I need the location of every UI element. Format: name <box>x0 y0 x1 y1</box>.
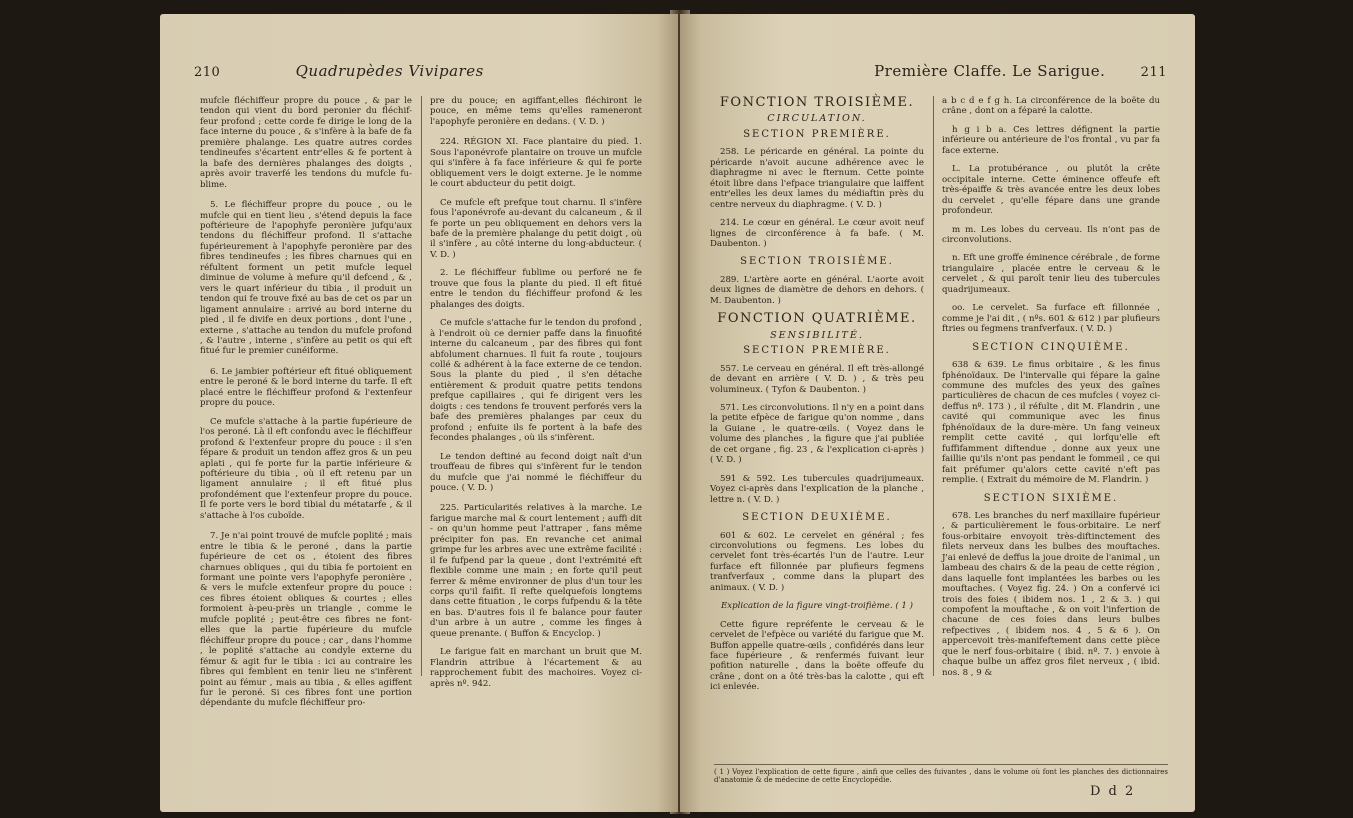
left-page-number: 210 <box>194 65 221 80</box>
left-running-head <box>194 62 484 80</box>
figure-caption: Explication de la figure vingt-troifième. ( 1 ) <box>721 601 913 612</box>
left-running-title: Quadrupèdes Vivipares <box>295 62 484 80</box>
paragraph: 224. RÉGION XI. Face plantaire du pied. 1. Sous l'aponévrofe plantaire on trouve un mufcle qui s'infère à fa face inférieure & qui fe porte obliquement vers le doigt externe. Je le nomme le court abducteur du petit doigt. <box>430 137 642 190</box>
paragraph: Le tendon deftiné au fecond doigt naît d'un trouffeau de fibres qui s'infèrent fur le tendon du mufcle que j'ai nommé le fléchiffeur du pouce. ( V. D. ) <box>430 451 642 493</box>
paragraph: 258. Le péricarde en général. La pointe du péricarde n'avoit aucune adhérence avec le diaphragme ni avec le fternum. Cette pointe étoit libre dans l'efpace triangulaire que laiffent entr'elles les deux lames du médiaftin près du centre nerveux du diaphragme. ( V. D. ) <box>710 147 924 210</box>
right-page-number: 211 <box>1140 65 1167 80</box>
paragraph: 5. Le fléchiffeur propre du pouce , ou le mufcle qui en tient lieu , s'étend depuis la face poftérieure de l'apophyfe peronière jufqu'aux tendons du fléchiffeur profond. Il s'attache fupérieurement à l'apophyfe peronière par des fibres tendineufes ; les fibres charnues qui en réfultent forment un petit mufcle lequel diminue de volume à mefure qu'il defcend , & , vers le quart inférieur du tibia , il produit un tendon qui fe trouve fixé au bas de cet os par un ligament annulaire : arrivé au bord interne du pied , il fe divife en deux portions , dont l'une , externe , s'attache au tendon du mufcle profond , & l'autre , interne , s'infère au petit os qui eft fitué fur le premier cunéiforme. <box>200 200 412 357</box>
section-heading: SECTION TROISIÈME. <box>740 256 894 268</box>
paragraph: 571. Les circonvolutions. Il n'y en a point dans la petite efpèce de farigue qu'on nomme , dans la Guiane , le quatre-œils. ( Voyez dans le volume des planches , la figure que j'ai publiée de cet organe , fig. 23 , & l'explication ci-après ) ( V. D. ) <box>710 402 924 466</box>
paragraph: L. La protubérance , ou plutôt la crête occipitale interne. Cette éminence offeufe eft très-épaiffe & très avancée entre les deux lobes du cervelet , qu'elle fépare dans une grande profondeur. <box>942 164 1160 217</box>
paragraph: 601 & 602. Le cervelet en général ; fes circonvolutions ou fegmens. Les lobes du cervelet font très-écartés l'un de l'autre. Leur furface eft fillonnée par plufieurs fegmens tranfverfaux , comme dans la plupart des animaux. ( V. D. ) <box>710 530 924 593</box>
column-rule <box>421 96 422 676</box>
paragraph: Ce mufcle eft prefque tout charnu. Il s'infère fous l'aponévrofe au-devant du calcaneum , & il fe porte un peu obliquement en dehors vers la bafe de la première phalange du petit doigt , où il s'infère , au côté interne du long-abducteur. ( V. D. ) <box>430 197 642 260</box>
function-heading: FONCTION QUATRIÈME. <box>717 311 917 327</box>
paragraph: pre du pouce; en agiffant,elles fléchiront le pouce, en même tems qu'elles rameneront l'apophyfe peronière en dedans. ( V. D. ) <box>430 96 642 127</box>
paragraph: 6. Le jambier poftérieur eft fitué obliquement entre le peroné & le bord interne du tarfe. Il eft placé entre le fléchiffeur profond & l'extenfeur propre du pouce. <box>200 366 412 409</box>
left-column-1 <box>200 96 412 717</box>
paragraph: 225. Particularités relatives à la marche. Le farigue marche mal & court lentement ; auffi dit - on qu'un homme peut l'attraper , fans même précipiter fon pas. En revanche cet animal grimpe fur les arbres avec une extrême facilité : il fe fufpend par la queue , dont l'extrémité eft flexible comme une main ; en forte qu'il peut ferrer & même environner de plus d'un tour les corps qu'il faifit. Il refte quelquefois longtems dans cette fituation , le corps fufpendu & la tête en bas. D'autres fois il fe balance pour fauter d'un arbre à un autre , comme les finges à queue prenante. ( Buffon & Encyclop. ) <box>430 503 642 639</box>
paragraph: m m. Les lobes du cerveau. Ils n'ont pas de circonvolutions. <box>942 224 1160 245</box>
paragraph: a b c d e f g h. La circonférence de la boëte du crâne , dont on a féparé la calotte. <box>942 96 1160 117</box>
paragraph: 678. Les branches du nerf maxillaire fupérieur , & particulièrement le fous-orbitaire. Le nerf fous-orbitaire envoyoit très-diftinctement des filets nerveux dans les bulbes des mouftaches. J'ai enlevé de deffus la joue droite de l'animal , un lambeau des chairs & de la peau de cette région , dans laquelle font implantées les barbes ou les mouftaches. ( Voyez fig. 24. ) On a confervé ici trois des foies ( ibidem nos. 1 , 2 & 3. ) qui compofent la mouftache , & on voit l'infertion de chacune de ces foies dans leurs bulbes refpectives , ( ibidem nos. 4 , 5 & 6 ). On appercevoit très-manifeftement dans cette pièce que le nerf fous-orbitaire ( ibid. nº. 7. ) envoie à chaque bulbe un affez gros filet nerveux , ( ibid. nos. 8 , 9 & <box>942 510 1160 678</box>
paragraph: 591 & 592. Les tubercules quadrijumeaux. Voyez ci-après dans l'explication de la planche , lettre n. ( V. D. ) <box>710 473 924 505</box>
right-column-1 <box>710 96 924 701</box>
paragraph: mufcle fléchiffeur propre du pouce , & par le tendon qui vient du bord peronier du fléchif-feur profond ; cette corde fe dirige le long de la face interne du pouce , & s'infère à la bafe de fa première phalange. Les quatre autres cordes tendineufes s'écartent entr'elles & fe portent à la bafe des dernières phalanges des doigts , après avoir traverfé les tendons du mufcle fu-blime. <box>200 96 412 190</box>
left-column-2 <box>430 96 642 697</box>
column-rule <box>933 96 934 676</box>
paragraph: oo. Le cervelet. Sa furface eft fillonnée , comme je l'ai dit , ( nºs. 601 & 612 ) par plufieurs ftries ou fegmens tranfverfaux. ( V. D. ) <box>942 303 1160 335</box>
paragraph: 557. Le cerveau en général. Il eft très-allongé de devant en arrière ( V. D. ) , & très peu volumineux. ( Tyfon & Daubenton. ) <box>710 363 924 395</box>
paragraph: Cette figure repréfente le cerveau & le cervelet de l'efpèce ou variété du farigue que M. Buffon appelle quatre-œils , confidérés dans leur face fupérieure , & renfermés fuivant leur pofition naturelle , dans la boëte offeufe du crâne , dont on a ôté très-bas la calotte , qui eft ici enlevée. <box>710 619 924 693</box>
right-page <box>680 14 1195 812</box>
right-running-head <box>874 62 1167 80</box>
section-heading: SECTION PREMIÈRE. <box>743 345 891 357</box>
paragraph: Le farigue fait en marchant un bruit que M. Flandrin attribue à l'écartement & au rapprochement fubit des machoires. Voyez ci-après nº. 942. <box>430 647 642 689</box>
section-heading: SECTION PREMIÈRE. <box>743 128 891 140</box>
paragraph: h g i b a. Ces lettres défignent la partie inférieure ou antérieure de l'os frontal , vu par fa face externe. <box>942 124 1160 156</box>
paragraph: Ce mufcle s'attache fur le tendon du profond , à l'endroit où ce dernier paffe dans la finuofité interne du calcaneum , par des fibres qui font abfolument charnues. Il fuit fa route , toujours collé & adhérent à la face externe de ce tendon. Sous la plante du pied , il s'en détache entièrement & produit quatre petits tendons prefque capillaires , qui fe dirigent vers les doigts : ces tendons fe trouvent perforés vers la bafe des premières phalanges par ceux du profond ; enfuite ils fe portent à la bafe des fecondes phalanges , où ils s'infèrent. <box>430 318 642 444</box>
function-subheading: CIRCULATION. <box>767 113 867 125</box>
right-running-title: Première Claffe. Le Sarigue. <box>874 62 1106 80</box>
function-subheading: SENSIBILITÉ. <box>770 329 864 341</box>
paragraph: Ce mufcle s'attache à la partie fupérieure de l'os peroné. Là il eft confondu avec le fléchiffeur profond & l'extenfeur propre du pouce : il s'en fépare & produit un tendon affez gros & un peu aplati , qui fe porte fur la partie inférieure & poftérieure du tibia , où il eft retenu par un ligament annulaire ; il eft fitué plus profondément que l'extenfeur propre du pouce. Il fe porte vers le bord tibial du métatarfe , & il s'attache à l'os cuboïde. <box>200 416 412 521</box>
section-heading: SECTION SIXIÈME. <box>983 492 1119 504</box>
footnote: ( 1 ) Voyez l'explication de cette figure , ainfi que celles des fuivantes , dans le volume où font les planches des dictionnaires d'anatomie & de médecine de cette Encyclopédie. <box>714 764 1168 784</box>
paragraph: 214. Le cœur en général. Le cœur avoit neuf lignes de circonférence à fa bafe. ( M. Daubenton. ) <box>710 218 924 249</box>
paragraph: n. Eft une groffe éminence cérébrale , de forme triangulaire , placée entre le cerveau & le cervelet , & qui paroît tenir lieu des tubercules quadrijumeaux. <box>942 253 1160 295</box>
section-heading: SECTION DEUXIÈME. <box>742 512 892 524</box>
section-heading: SECTION CINQUIÈME. <box>972 341 1130 353</box>
paragraph: 7. Je n'ai point trouvé de mufcle poplité ; mais entre le tibia & le peroné , dans la partie fupérieure de cet os , étoient des fibres charnues obliques , qui du tibia fe portoient en formant une pointe vers l'apophyfe peronière , & vers le mufcle extenfeur propre du pouce : ces fibres étoient obliques & courtes ; elles formoient à-peu-près un triangle , comme le mufcle poplité ; peut-être ces fibres ne font-elles que la partie fupérieure du mufcle fléchiffeur propre du pouce ; car , dans l'homme , le poplité s'attache au condyle externe du fémur & agit fur le tibia : ici au contraire les fibres qui femblent en tenir lieu ne s'infèrent point au fémur , mais au tibia , & elles agiffent fur le peroné. Si ces fibres font une portion dépendante du mufcle fléchiffeur pro- <box>200 531 412 709</box>
right-column-2 <box>942 96 1160 686</box>
paragraph: 289. L'artère aorte en général. L'aorte avoit deux lignes de diamètre de dehors en dehors. ( M. Daubenton. ) <box>710 274 924 306</box>
left-page <box>160 14 678 812</box>
paragraph: 2. Le fléchiffeur fublime ou perforé ne fe trouve que fous la plante du pied. Il eft fitué entre le tendon du fléchiffeur profond & les phalanges des doigts. <box>430 268 642 310</box>
paragraph: 638 & 639. Le finus orbitaire , & les finus fphénoïdaux. De l'intervalle qui fépare la gaîne commune des mufcles des yeux des gaînes particulières de chacun de ces mufcles ( voyez ci-deffus nº. 173 ) , il réfulte , dit M. Flandrin , une cavité qui communique avec les finus fphénoïdaux de la dure-mère. Un fang veineux remplit cette cavité , qui lorfqu'elle eft fuffifamment diftendue , donne aux yeux une faillie qu'ils n'ont pas pendant le fommeil , ce qui fait préfumer qu'alors cette cavité n'eft pas remplie. ( Extrait du mémoire de M. Flandrin. ) <box>942 360 1160 486</box>
function-heading: FONCTION TROISIÈME. <box>719 95 915 110</box>
signature-mark: D d 2 <box>1090 784 1136 799</box>
